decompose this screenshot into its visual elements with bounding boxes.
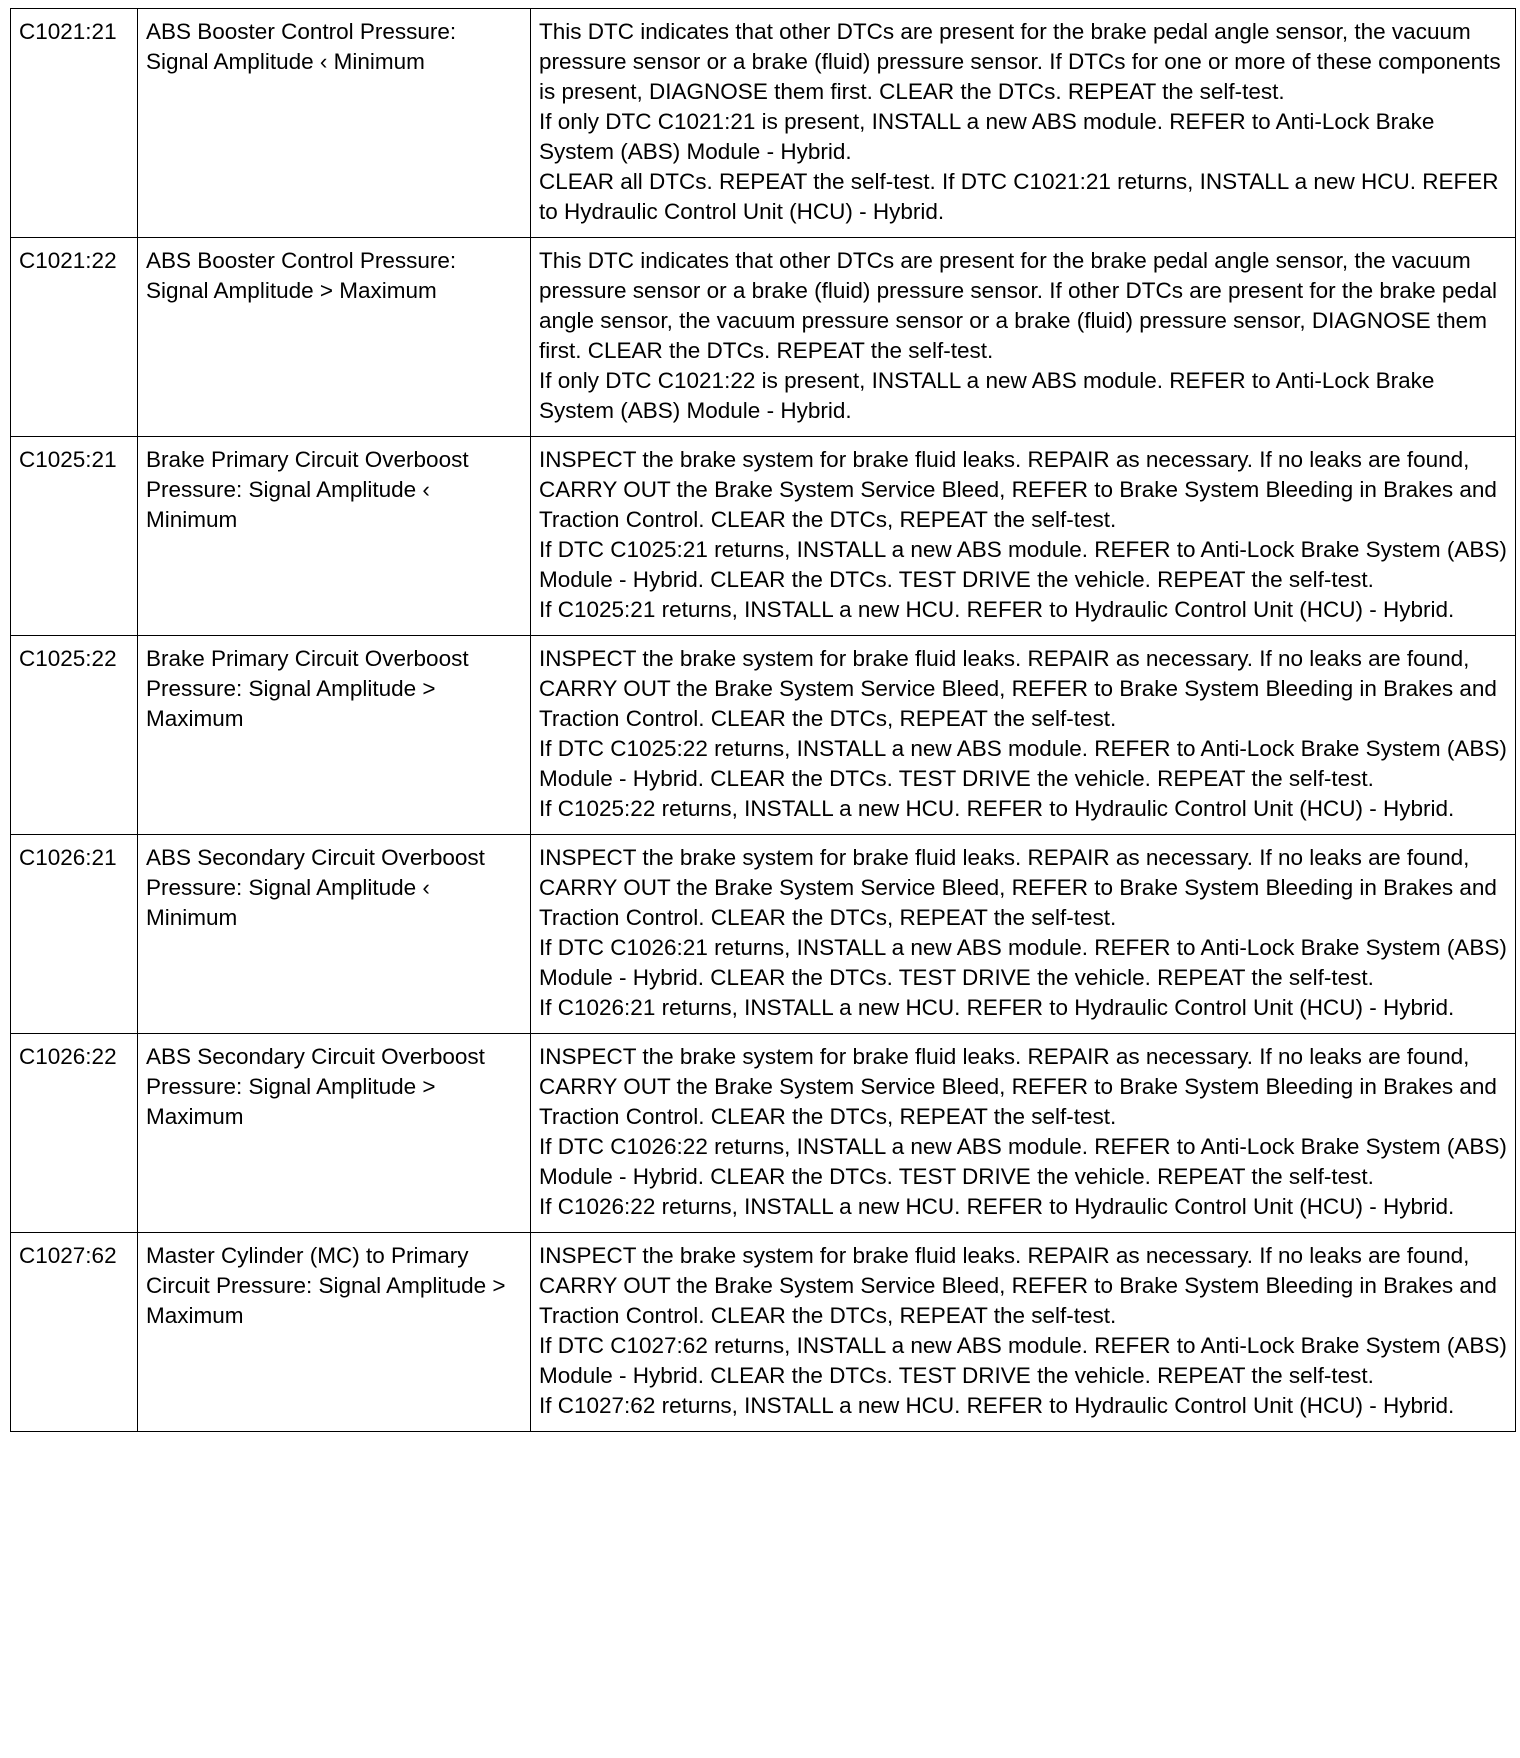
dtc-description-cell: Brake Primary Circuit Overboost Pressure: Signal Amplitude > Maximum — [138, 636, 531, 835]
action-line: CLEAR all DTCs. REPEAT the self-test. If DTC C1021:21 returns, INSTALL a new HCU. REFER to Hydraulic Control Unit (HCU) - Hybrid. — [539, 169, 1499, 224]
dtc-description-cell: ABS Booster Control Pressure: Signal Amplitude > Maximum — [138, 238, 531, 437]
dtc-description-cell: ABS Secondary Circuit Overboost Pressure: Signal Amplitude > Maximum — [138, 1034, 531, 1233]
dtc-action-cell — [531, 9, 1516, 238]
dtc-code-cell: C1021:21 — [11, 9, 138, 238]
dtc-action-cell — [531, 1233, 1516, 1432]
table-row — [11, 835, 1516, 1034]
dtc-code-cell: C1025:21 — [11, 437, 138, 636]
action-line: If C1025:22 returns, INSTALL a new HCU. REFER to Hydraulic Control Unit (HCU) - Hybrid. — [539, 796, 1455, 821]
action-line: If DTC C1027:62 returns, INSTALL a new ABS module. REFER to Anti-Lock Brake System (ABS) Module - Hybrid. CLEAR the DTCs. TEST DRIVE the vehicle. REPEAT the self-test. — [539, 1333, 1507, 1388]
action-line: INSPECT the brake system for brake fluid leaks. REPAIR as necessary. If no leaks are found, CARRY OUT the Brake System Service Bleed, REFER to Brake System Bleeding in Brakes and Traction Control. CLEAR the DTCs, REPEAT the self-test. — [539, 1044, 1497, 1129]
dtc-action-cell — [531, 835, 1516, 1034]
dtc-description-cell: Master Cylinder (MC) to Primary Circuit Pressure: Signal Amplitude > Maximum — [138, 1233, 531, 1432]
action-line: INSPECT the brake system for brake fluid leaks. REPAIR as necessary. If no leaks are found, CARRY OUT the Brake System Service Bleed, REFER to Brake System Bleeding in Brakes and Traction Control. CLEAR the DTCs, REPEAT the self-test. — [539, 646, 1497, 731]
dtc-code-cell: C1027:62 — [11, 1233, 138, 1432]
dtc-code-cell: C1021:22 — [11, 238, 138, 437]
dtc-description-cell: ABS Booster Control Pressure: Signal Amplitude ‹ Minimum — [138, 9, 531, 238]
dtc-description-cell: Brake Primary Circuit Overboost Pressure: Signal Amplitude ‹ Minimum — [138, 437, 531, 636]
dtc-action-cell — [531, 437, 1516, 636]
action-line: This DTC indicates that other DTCs are present for the brake pedal angle sensor, the vacuum pressure sensor or a brake (fluid) pressure sensor. If other DTCs are present for the brake pedal angle sensor, the vacuum pressure sensor or a brake (fluid) pressure sensor, DIAGNOSE them first. CLEAR the DTCs. REPEAT the self-test. — [539, 248, 1497, 363]
action-line: If DTC C1026:21 returns, INSTALL a new ABS module. REFER to Anti-Lock Brake System (ABS) Module - Hybrid. CLEAR the DTCs. TEST DRIVE the vehicle. REPEAT the self-test. — [539, 935, 1507, 990]
action-line: This DTC indicates that other DTCs are present for the brake pedal angle sensor, the vacuum pressure sensor or a brake (fluid) pressure sensor. If DTCs for one or more of these components is present, DIAGNOSE them first. CLEAR the DTCs. REPEAT the self-test. — [539, 19, 1501, 104]
table-row — [11, 437, 1516, 636]
table-row — [11, 238, 1516, 437]
dtc-action-cell — [531, 238, 1516, 437]
action-line: INSPECT the brake system for brake fluid leaks. REPAIR as necessary. If no leaks are found, CARRY OUT the Brake System Service Bleed, REFER to Brake System Bleeding in Brakes and Traction Control. CLEAR the DTCs, REPEAT the self-test. — [539, 845, 1497, 930]
action-line: If C1025:21 returns, INSTALL a new HCU. REFER to Hydraulic Control Unit (HCU) - Hybrid. — [539, 597, 1455, 622]
dtc-action-cell — [531, 1034, 1516, 1233]
table-row — [11, 1034, 1516, 1233]
dtc-code-cell: C1026:21 — [11, 835, 138, 1034]
dtc-description-cell: ABS Secondary Circuit Overboost Pressure: Signal Amplitude ‹ Minimum — [138, 835, 531, 1034]
dtc-table — [10, 8, 1516, 1432]
action-line: If DTC C1025:22 returns, INSTALL a new ABS module. REFER to Anti-Lock Brake System (ABS) Module - Hybrid. CLEAR the DTCs. TEST DRIVE the vehicle. REPEAT the self-test. — [539, 736, 1507, 791]
table-row — [11, 636, 1516, 835]
action-line: INSPECT the brake system for brake fluid leaks. REPAIR as necessary. If no leaks are found, CARRY OUT the Brake System Service Bleed, REFER to Brake System Bleeding in Brakes and Traction Control. CLEAR the DTCs, REPEAT the self-test. — [539, 447, 1497, 532]
table-row — [11, 1233, 1516, 1432]
dtc-code-cell: C1026:22 — [11, 1034, 138, 1233]
action-line: If C1026:21 returns, INSTALL a new HCU. REFER to Hydraulic Control Unit (HCU) - Hybrid. — [539, 995, 1455, 1020]
dtc-code-cell: C1025:22 — [11, 636, 138, 835]
table-row — [11, 9, 1516, 238]
dtc-action-cell — [531, 636, 1516, 835]
action-line: If only DTC C1021:21 is present, INSTALL a new ABS module. REFER to Anti-Lock Brake System (ABS) Module - Hybrid. — [539, 109, 1435, 164]
action-line: If C1027:62 returns, INSTALL a new HCU. REFER to Hydraulic Control Unit (HCU) - Hybrid. — [539, 1393, 1455, 1418]
action-line: If DTC C1025:21 returns, INSTALL a new ABS module. REFER to Anti-Lock Brake System (ABS) Module - Hybrid. CLEAR the DTCs. TEST DRIVE the vehicle. REPEAT the self-test. — [539, 537, 1507, 592]
action-line: If only DTC C1021:22 is present, INSTALL a new ABS module. REFER to Anti-Lock Brake System (ABS) Module - Hybrid. — [539, 368, 1435, 423]
action-line: If DTC C1026:22 returns, INSTALL a new ABS module. REFER to Anti-Lock Brake System (ABS) Module - Hybrid. CLEAR the DTCs. TEST DRIVE the vehicle. REPEAT the self-test. — [539, 1134, 1507, 1189]
action-line: INSPECT the brake system for brake fluid leaks. REPAIR as necessary. If no leaks are found, CARRY OUT the Brake System Service Bleed, REFER to Brake System Bleeding in Brakes and Traction Control. CLEAR the DTCs, REPEAT the self-test. — [539, 1243, 1497, 1328]
action-line: If C1026:22 returns, INSTALL a new HCU. REFER to Hydraulic Control Unit (HCU) - Hybrid. — [539, 1194, 1455, 1219]
